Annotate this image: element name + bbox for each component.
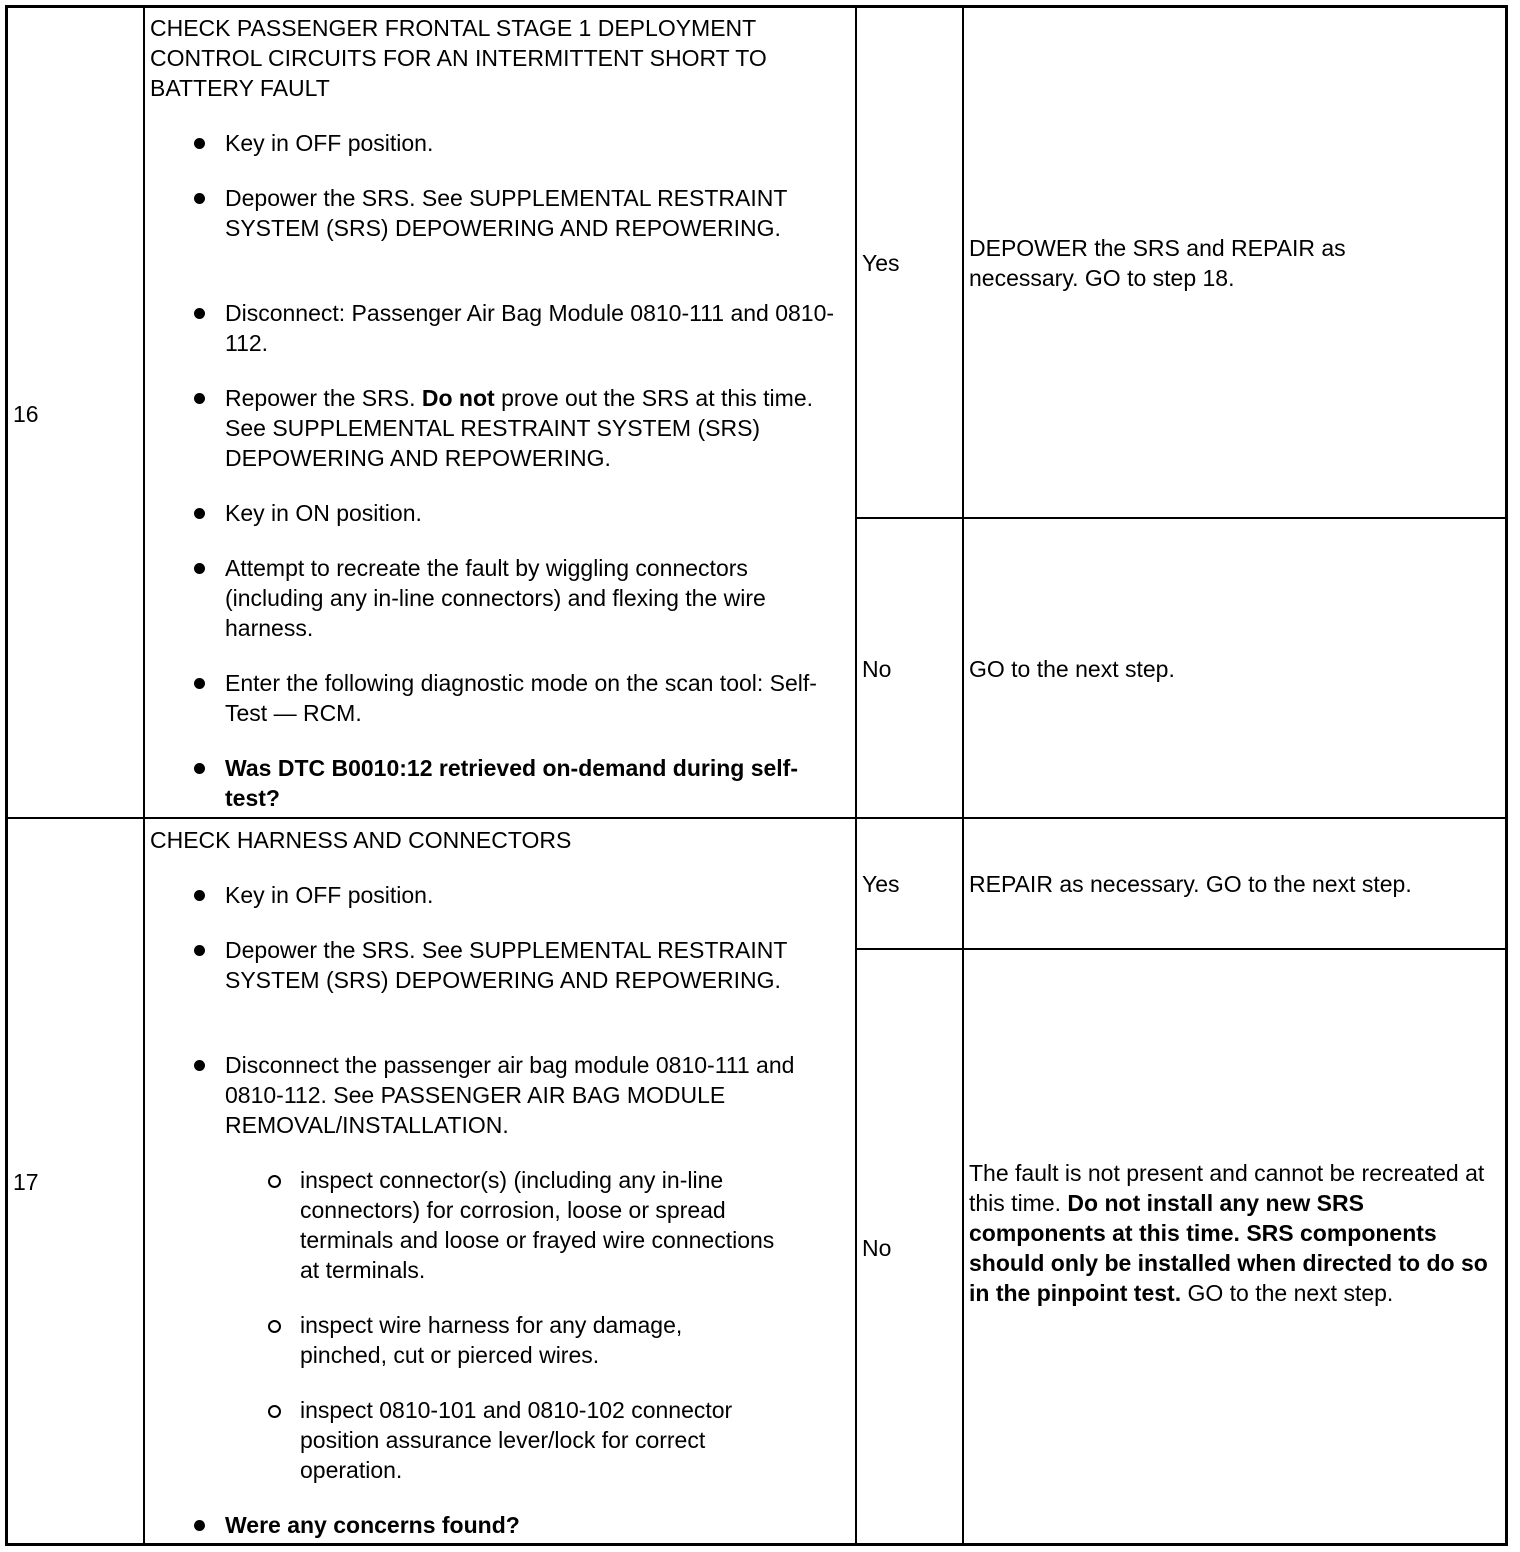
instruction-item	[225, 383, 825, 473]
bullet-icon	[194, 138, 205, 149]
action-no: GO to the next step.	[969, 656, 1175, 682]
answer-yes: Yes	[862, 250, 900, 276]
step-number: 17	[13, 1169, 39, 1195]
step-title: CHECK HARNESS AND CONNECTORS	[150, 827, 572, 853]
bullet-icon	[194, 393, 205, 404]
action-text: The fault is not present and cannot be recreated at this time.	[969, 1160, 1485, 1216]
bullet-icon	[194, 193, 205, 204]
instruction-item: Disconnect: Passenger Air Bag Module 0810-111 and 0810-112.	[225, 300, 835, 356]
answer-no: No	[862, 1235, 892, 1261]
sub-bullet-icon	[268, 1175, 281, 1188]
bullet-icon	[194, 308, 205, 319]
answer-yes: Yes	[862, 871, 900, 897]
sub-instruction-item: inspect 0810-101 and 0810-102 connector position assurance lever/lock for correct operation.	[300, 1397, 733, 1483]
bullet-icon	[194, 763, 205, 774]
bullet-icon	[194, 563, 205, 574]
column-divider-step	[143, 7, 145, 1544]
row-divider-16-17	[7, 817, 1507, 819]
instruction-item: Disconnect the passenger air bag module 0810-111 and 0810-112. See PASSENGER AIR BAG MODULE REMOVAL/INSTALLATION.	[225, 1052, 795, 1138]
sub-instruction-item: inspect connector(s) (including any in-line connectors) for corrosion, loose or spread terminals and loose or frayed wire connections at terminals.	[300, 1167, 775, 1283]
sub-bullet-icon	[268, 1320, 281, 1333]
action-yes: REPAIR as necessary. GO to the next step.	[969, 871, 1412, 897]
instruction-text: Repower the SRS.	[225, 385, 422, 411]
instruction-item: Enter the following diagnostic mode on the scan tool: Self-Test — RCM.	[225, 670, 817, 726]
table-border-bottom	[5, 1543, 1508, 1546]
instruction-emphasis: Do not	[421, 385, 495, 411]
table-border-left	[5, 5, 8, 1546]
row-divider-16-yes-no	[856, 517, 1506, 519]
bullet-icon	[194, 890, 205, 901]
instruction-item: Attempt to recreate the fault by wiggling connectors (including any in-line connectors) and flexing the wire harness.	[225, 555, 766, 641]
column-divider-answer	[855, 7, 857, 1544]
bullet-icon	[194, 508, 205, 519]
instruction-item: Key in OFF position.	[225, 882, 434, 908]
step-title: CHECK PASSENGER FRONTAL STAGE 1 DEPLOYMENT CONTROL CIRCUITS FOR AN INTERMITTENT SHORT TO BATTERY FAULT	[150, 15, 767, 101]
question-item: Were any concerns found?	[225, 1512, 520, 1538]
bullet-icon	[194, 1060, 205, 1071]
action-yes: DEPOWER the SRS and REPAIR as necessary. GO to step 18.	[969, 235, 1346, 291]
instruction-item: Depower the SRS. See SUPPLEMENTAL RESTRAINT SYSTEM (SRS) DEPOWERING AND REPOWERING.	[225, 937, 787, 993]
bullet-icon	[194, 945, 205, 956]
table-border-right	[1505, 5, 1508, 1546]
sub-bullet-icon	[268, 1405, 281, 1418]
instruction-item: Depower the SRS. See SUPPLEMENTAL RESTRAINT SYSTEM (SRS) DEPOWERING AND REPOWERING.	[225, 185, 787, 241]
sub-instruction-item: inspect wire harness for any damage, pinched, cut or pierced wires.	[300, 1312, 683, 1368]
action-no	[969, 1158, 1499, 1308]
instruction-text: prove out the SRS at this time. See SUPPLEMENTAL RESTRAINT SYSTEM (SRS) DEPOWERING AND REPOWERING.	[225, 385, 814, 471]
column-divider-action	[962, 7, 964, 1544]
row-divider-17-yes-no	[856, 948, 1506, 950]
step-number: 16	[13, 401, 39, 427]
table-border-top	[5, 5, 1508, 8]
instruction-item: Key in ON position.	[225, 500, 422, 526]
bullet-icon	[194, 1520, 205, 1531]
answer-no: No	[862, 656, 892, 682]
action-text: GO to the next step.	[1181, 1280, 1394, 1306]
action-emphasis: Do not install any new SRS components at this time. SRS components should only be installed when directed to do so in the pinpoint test.	[969, 1190, 1488, 1306]
question-item: Was DTC B0010:12 retrieved on-demand during self-test?	[225, 755, 799, 811]
instruction-item: Key in OFF position.	[225, 130, 434, 156]
bullet-icon	[194, 678, 205, 689]
